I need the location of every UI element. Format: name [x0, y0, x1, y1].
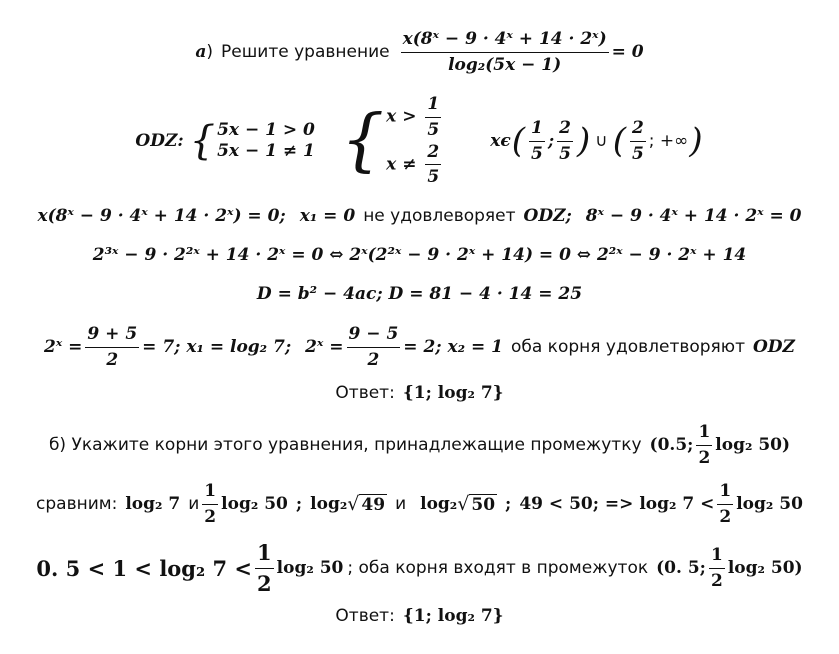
part-a-label: a — [195, 42, 207, 62]
equation-denominator: log₂(5x − 1) — [448, 54, 562, 75]
odz-line — [0, 88, 839, 194]
sqrt-50: √ 50 — [457, 493, 496, 515]
root2-value: = 2; x₂ = 1 — [403, 337, 503, 357]
both-roots-in-interval-text: ; оба корня входят в промежуток — [347, 558, 649, 578]
answer-label: Ответ: — [335, 606, 395, 626]
sqrt-49: √ 49 — [347, 493, 386, 515]
compare-line: сравним: log₂ 7 и $\frac{1}{2}$ log₂ 50 ; log₂ √ 49 и log₂ √ 50 ; 49 < 50; => log₂ 7 < $\frac{1}{2}$ log₂ 50 — [36, 481, 803, 527]
equation-numerator: x(8ˣ − 9 · 4ˣ + 14 · 2ˣ) — [402, 29, 607, 50]
compare-text: сравним: — [36, 494, 118, 514]
answer-value: {1; log₂ 7} — [402, 606, 504, 626]
substitution-line — [0, 242, 839, 268]
odz-interval: xϵ ( $\frac{1}{5}$ ; $\frac{2}{5}$ ) ∪ ( $\frac{2}{5}$ ; +∞ ) — [490, 118, 703, 164]
part-a-text: Решите уравнение — [221, 42, 390, 62]
odz-system-1 — [190, 120, 315, 163]
part-b-text: б) Укажите корни этого уравнения, принадлежащие промежутку — [48, 435, 642, 455]
answer-value: {1; log₂ 7} — [402, 383, 504, 403]
discriminant-equation: D = b² − 4ac; D = 81 − 4 · 14 = 25 — [256, 284, 583, 304]
half-fraction: $\frac{1}{2}$ — [698, 422, 711, 468]
odz-sys2-row1: x > $\frac{1}{5}$ — [386, 94, 440, 140]
equation-rhs: = 0 — [611, 42, 644, 62]
left-brace-icon: { — [340, 101, 385, 180]
odz-system-2 — [341, 94, 444, 188]
roots-line: 2ˣ = $\frac{9 + 5}{2}$ = 7; x₁ = log₂ 7; 2ˣ = $\frac{9 - 5}{2}$ = 2; x₂ = 1 оба корня удовлетворяют ODZ — [44, 324, 795, 370]
odz-sys2-row2: x ≠ $\frac{2}{5}$ — [386, 142, 440, 188]
inequality-chain: 0. 5 < 1 < log₂ 7 < — [36, 555, 253, 581]
part-a-paren: ) — [206, 42, 214, 62]
odz-sys1-row2: 5x − 1 ≠ 1 — [217, 141, 315, 161]
odz-sys1-row1: 5x − 1 > 0 — [217, 119, 315, 140]
remaining-equation: 8ˣ − 9 · 4ˣ + 14 · 2ˣ = 0 — [585, 206, 802, 226]
factor-line — [0, 203, 839, 229]
discriminant-line — [0, 281, 839, 307]
root1-fraction: $\frac{9 + 5}{2}$ — [87, 324, 138, 370]
part-a-line — [0, 22, 839, 82]
part-b-line: б) Укажите корни этого уравнения, принадлежащие промежутку (0.5; $\frac{1}{2}$ log₂ 50) — [48, 422, 791, 468]
answer-b-line — [0, 603, 839, 629]
odz-ref: ODZ — [753, 337, 795, 357]
root1-value: = 7; x₁ = log₂ 7; — [142, 337, 292, 357]
both-roots-text: оба корня удовлетворяют — [510, 337, 745, 357]
root-x1: x₁ = 0 — [299, 206, 356, 226]
equation-fraction — [401, 29, 609, 75]
answer-a-line — [0, 380, 839, 406]
odz-label: ODZ: — [135, 131, 184, 151]
root2-fraction: $\frac{9 - 5}{2}$ — [348, 324, 399, 370]
odz-ref: ODZ; — [523, 206, 572, 226]
answer-label: Ответ: — [335, 383, 395, 403]
not-satisfy-text: не удовлеворяет — [363, 206, 516, 226]
interval-check-line: 0. 5 < 1 < log₂ 7 < $\frac{1}{2}$ log₂ 50 ; оба корня входят в промежуток (0. 5; $\frac{1}{2}$ log₂ 50) — [36, 540, 803, 596]
substitution-equation: 2³ˣ − 9 · 2²ˣ + 14 · 2ˣ = 0 ⇔ 2ˣ(2²ˣ − 9 · 2ˣ + 14) = 0 ⇔ 2²ˣ − 9 · 2ˣ + 14 — [92, 245, 747, 265]
left-brace-icon: { — [189, 118, 216, 164]
factored-equation: x(8ˣ − 9 · 4ˣ + 14 · 2ˣ) = 0; — [37, 206, 286, 226]
